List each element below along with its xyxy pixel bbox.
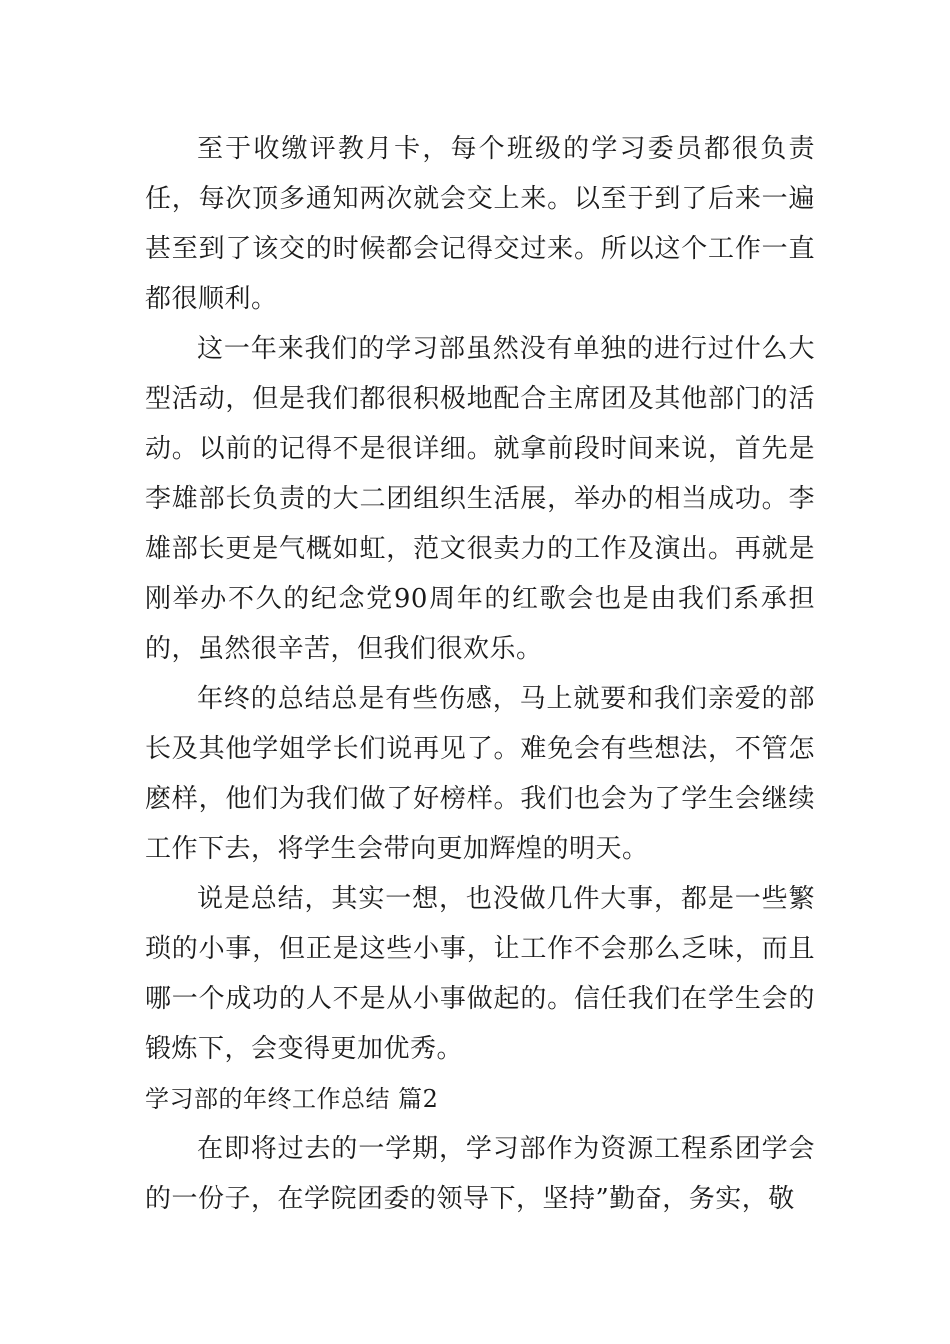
- paragraph-year-activities: 这一年来我们的学习部虽然没有单独的进行过什么大型活动，但是我们都很积极地配合主席团及其他部门的活动。以前的记得不是很详细。就拿前段时间来说，首先是李雄部长负责的大二团组织生活展，举办的相当成功。李雄部长更是气概如虹，范文很卖力的工作及演出。再就是刚举办不久的纪念党90周年的红歌会也是由我们系承担的，虽然很辛苦，但我们很欢乐。: [145, 334, 815, 664]
- section-heading: 学习部的年终工作总结 篇2: [145, 1085, 439, 1113]
- paragraph-year-end-farewell: 年终的总结总是有些伤感，马上就要和我们亲爱的部长及其他学姐学长们说再见了。难免会有些想法，不管怎麽样，他们为我们做了好榜样。我们也会为了学生会继续工作下去，将学生会带向更加辉煌的明天。: [145, 684, 815, 864]
- document-body: [145, 124, 815, 1224]
- paragraph-summary-small-things: 说是总结，其实一想，也没做几件大事，都是一些繁琐的小事，但正是这些小事，让工作不会那么乏味，而且哪一个成功的人不是从小事做起的。信任我们在学生会的锻炼下，会变得更加优秀。: [145, 884, 815, 1064]
- paragraph-section2-intro: 在即将过去的一学期，学习部作为资源工程系团学会的一份子，在学院团委的领导下，坚持”勤奋，务实，敬: [145, 1134, 815, 1214]
- paragraph-evaluation-cards: 至于收缴评教月卡，每个班级的学习委员都很负责任，每次顶多通知两次就会交上来。以至于到了后来一遍甚至到了该交的时候都会记得交过来。所以这个工作一直都很顺利。: [145, 134, 815, 314]
